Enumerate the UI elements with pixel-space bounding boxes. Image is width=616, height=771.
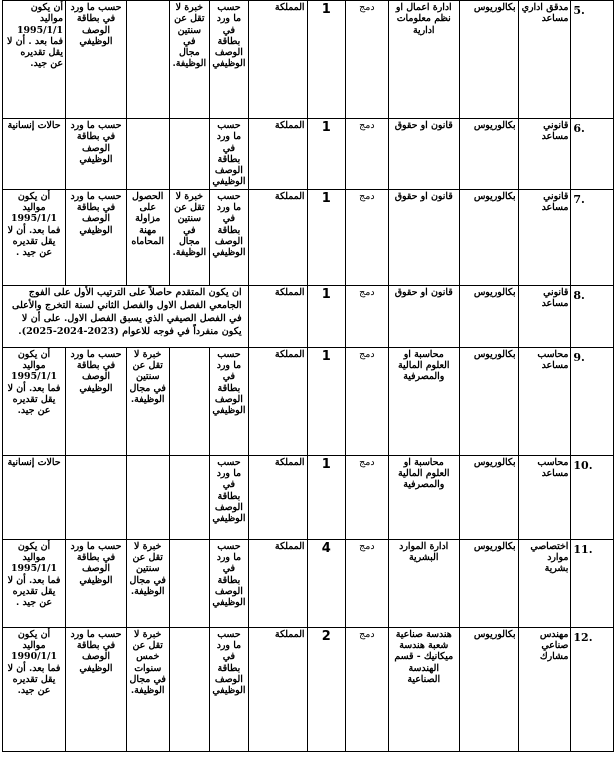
requirement-4: حسب ما ورد في بطاقة الوصف الوظيفي (66, 539, 127, 627)
location: المملكة (248, 189, 307, 285)
requirement-2: خبرة لا تقل عن سنتين في مجال الوظيفة. (169, 189, 210, 285)
requirement-1: حسب ما ورد في بطاقة الوصف الوظيفي (210, 189, 249, 285)
table-row (3, 1, 614, 119)
requirement-3 (126, 119, 169, 190)
requirement-1: حسب ما ورد في بطاقة الوصف الوظيفي (210, 539, 249, 627)
count: 1 (307, 1, 346, 119)
row-number: .11 (571, 539, 614, 627)
location: المملكة (248, 539, 307, 627)
degree: بكالوريوس (459, 455, 518, 539)
location: المملكة (248, 285, 307, 347)
major: ادارة اعمال او نظم معلومات ادارية (388, 1, 459, 119)
major: قانون او حقوق (388, 285, 459, 347)
location: المملكة (248, 1, 307, 119)
location: المملكة (248, 119, 307, 190)
job-title: مدقق اداري مساعد (518, 1, 571, 119)
requirement-4: حسب ما ورد في بطاقة الوصف الوظيفي (66, 1, 127, 119)
row-number: .7 (571, 189, 614, 285)
row-number: .9 (571, 347, 614, 455)
requirement-3: خبرة لا تقل عن سنتين في مجال الوظيفة. (126, 347, 169, 455)
type: دمج (346, 189, 389, 285)
merged-requirement: ان يكون المتقدم حاصلاً على الترتيب الأول على الفوج الجامعي الفصل الاول والفصل الثاني لسنة التخرج والأعلى في الفصل الصيفي الذي يسبق الفصل الاول. على أن لا يكون منفرداً في فوجه للاعوام (2023-2024-2025). (3, 285, 249, 347)
job-requirements-table (2, 0, 614, 752)
count: 1 (307, 347, 346, 455)
job-title: اختصاصي موارد بشرية (518, 539, 571, 627)
note: أن يكون مواليد 1995/1/1 فما بعد. أن لا يقل تقديره عن جيد. (3, 347, 66, 455)
requirement-1: حسب ما ورد في بطاقة الوصف الوظيفي (210, 455, 249, 539)
degree: بكالوريوس (459, 1, 518, 119)
requirement-2 (169, 627, 210, 751)
location: المملكة (248, 627, 307, 751)
degree: بكالوريوس (459, 285, 518, 347)
major: ادارة الموارد البشرية (388, 539, 459, 627)
major: محاسبة او العلوم المالية والمصرفية (388, 347, 459, 455)
note: أن يكون مواليد 1995/1/1 فما بعد. أن لا يقل تقديره عن جيد . (3, 189, 66, 285)
note: حالات إنسانية (3, 119, 66, 190)
requirement-3: الحصول على مزاولة مهنة المحاماه (126, 189, 169, 285)
type: دمج (346, 347, 389, 455)
degree: بكالوريوس (459, 189, 518, 285)
row-number: .5 (571, 1, 614, 119)
degree: بكالوريوس (459, 539, 518, 627)
requirement-2 (169, 455, 210, 539)
requirement-2 (169, 539, 210, 627)
requirement-1: حسب ما ورد في بطاقة الوصف الوظيفي (210, 627, 249, 751)
job-title: محاسب مساعد (518, 347, 571, 455)
count: 1 (307, 455, 346, 539)
requirement-2: خبرة لا تقل عن سنتين في مجال الوظيفة. (169, 1, 210, 119)
table-row (3, 627, 614, 751)
count: 1 (307, 189, 346, 285)
row-number: .8 (571, 285, 614, 347)
requirement-4: حسب ما ورد في بطاقة الوصف الوظيفي (66, 347, 127, 455)
major: هندسة صناعية شعبة هندسة ميكانيك - قسم الهندسة الصناعية (388, 627, 459, 751)
major: محاسبة او العلوم المالية والمصرفية (388, 455, 459, 539)
degree: بكالوريوس (459, 347, 518, 455)
count: 1 (307, 119, 346, 190)
location: المملكة (248, 455, 307, 539)
table-row (3, 539, 614, 627)
type: دمج (346, 627, 389, 751)
table-row (3, 189, 614, 285)
type: دمج (346, 285, 389, 347)
requirement-3 (126, 455, 169, 539)
requirement-4: حسب ما ورد في بطاقة الوصف الوظيفي (66, 119, 127, 190)
note: أن يكون مواليد 1995/1/1 فما بعد. أن لا يقل تقديره عن جيد . (3, 539, 66, 627)
note: أن يكون مواليد 1995/1/1 فما بعد . أن لا يقل تقديره عن جيد. (3, 1, 66, 119)
major: قانون او حقوق (388, 119, 459, 190)
job-title: قانوني مساعد (518, 189, 571, 285)
count: 2 (307, 627, 346, 751)
count: 1 (307, 285, 346, 347)
degree: بكالوريوس (459, 627, 518, 751)
row-number: .12 (571, 627, 614, 751)
table-row (3, 455, 614, 539)
requirement-1: حسب ما ورد في بطاقة الوصف الوظيفي (210, 1, 249, 119)
table-row (3, 119, 614, 190)
major: قانون او حقوق (388, 189, 459, 285)
requirement-1: حسب ما ورد في بطاقة الوصف الوظيفي (210, 347, 249, 455)
job-title: قانوني مساعد (518, 285, 571, 347)
requirement-4: حسب ما ورد في بطاقة الوصف الوظيفي (66, 627, 127, 751)
requirement-3 (126, 1, 169, 119)
table-row (3, 285, 614, 347)
requirement-2 (169, 347, 210, 455)
requirement-4 (66, 455, 127, 539)
job-title: محاسب مساعد (518, 455, 571, 539)
requirement-3: خبرة لا تقل عن سنتين في مجال الوظيفة. (126, 539, 169, 627)
count: 4 (307, 539, 346, 627)
degree: بكالوريوس (459, 119, 518, 190)
job-title: قانوني مساعد (518, 119, 571, 190)
requirement-4: حسب ما ورد في بطاقة الوصف الوظيفي (66, 189, 127, 285)
row-number: .10 (571, 455, 614, 539)
requirement-2 (169, 119, 210, 190)
job-title: مهندس صناعي مشارك (518, 627, 571, 751)
row-number: .6 (571, 119, 614, 190)
table-row (3, 347, 614, 455)
type: دمج (346, 539, 389, 627)
type: دمج (346, 1, 389, 119)
requirement-1: حسب ما ورد في بطاقة الوصف الوظيفي (210, 119, 249, 190)
location: المملكة (248, 347, 307, 455)
note: حالات إنسانية (3, 455, 66, 539)
note: أن يكون مواليد 1990/1/1 فما بعد. أن لا يقل تقديره عن جيد. (3, 627, 66, 751)
type: دمج (346, 455, 389, 539)
type: دمج (346, 119, 389, 190)
requirement-3: خبرة لا تقل عن خمس سنوات في مجال الوظيفة. (126, 627, 169, 751)
